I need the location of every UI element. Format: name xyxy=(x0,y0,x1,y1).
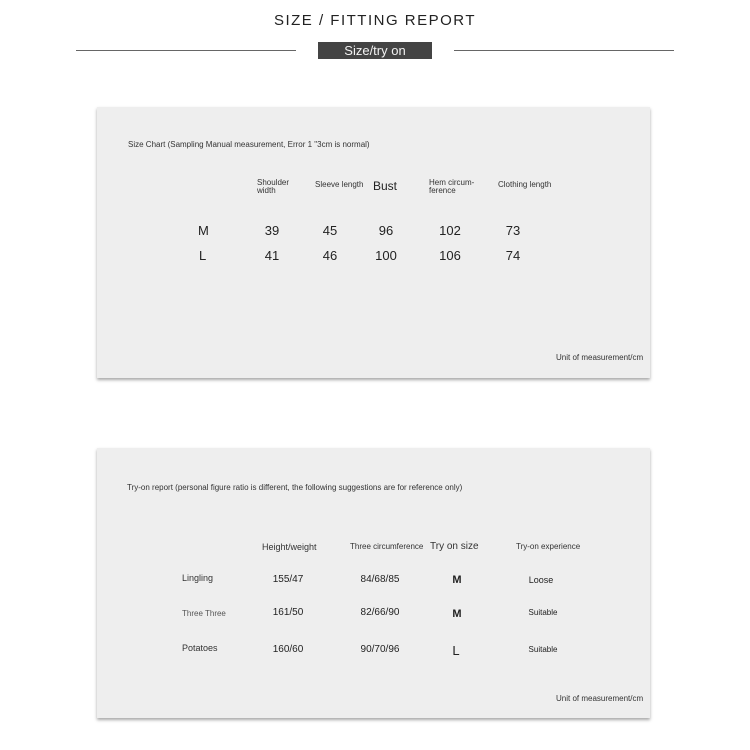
section-subtitle: Size/try on xyxy=(318,42,432,59)
col-header-height-weight: Height/weight xyxy=(262,542,317,552)
col-header-clothing-length: Clothing length xyxy=(498,180,552,189)
try-on-experience-value: Suitable xyxy=(528,608,558,617)
col-header-bust: Bust xyxy=(373,179,398,193)
col-header-try-on-size: Try on size xyxy=(430,541,479,552)
unit-note: Unit of measurement/cm xyxy=(556,694,644,703)
length-value: 74 xyxy=(505,248,521,263)
size-label: M xyxy=(198,223,209,238)
try-on-size-value: L xyxy=(452,643,460,658)
try-on-note: Try-on report (personal figure ratio is different, the following suggestions are for reference only) xyxy=(127,483,463,492)
col-header-try-on-experience: Try-on experience xyxy=(516,542,581,551)
divider-left xyxy=(76,50,296,51)
bust-value: 96 xyxy=(378,223,394,238)
sleeve-value: 46 xyxy=(322,248,338,263)
try-on-experience-value: Suitable xyxy=(528,645,558,654)
sleeve-value: 45 xyxy=(322,223,338,238)
size-chart-panel xyxy=(97,107,650,378)
three-circumference-value: 90/70/96 xyxy=(360,644,400,655)
try-on-panel xyxy=(97,448,650,718)
tester-name: Three Three xyxy=(182,609,226,618)
length-value: 73 xyxy=(505,223,521,238)
divider-right xyxy=(454,50,674,51)
col-header-three-circumference: Three circumference xyxy=(350,542,424,551)
unit-note: Unit of measurement/cm xyxy=(556,353,644,362)
try-on-size-value: M xyxy=(452,608,462,620)
try-on-size-value: M xyxy=(452,574,462,586)
height-weight-value: 161/50 xyxy=(272,607,304,618)
page-title: SIZE / FITTING REPORT xyxy=(273,12,477,29)
shoulder-value: 39 xyxy=(264,223,280,238)
col-header-hem: Hem circum- ference xyxy=(429,178,475,195)
bust-value: 100 xyxy=(375,248,397,263)
hem-value: 102 xyxy=(439,223,461,238)
shoulder-value: 41 xyxy=(264,248,280,263)
height-weight-value: 160/60 xyxy=(272,644,304,655)
size-chart-note: Size Chart (Sampling Manual measurement, Error 1 "3cm is normal) xyxy=(128,140,370,149)
size-label: L xyxy=(199,248,207,263)
three-circumference-value: 84/68/85 xyxy=(360,574,400,585)
three-circumference-value: 82/66/90 xyxy=(360,607,400,618)
col-header-shoulder: Shoulder width xyxy=(257,178,290,195)
col-header-sleeve: Sleeve length xyxy=(315,180,364,189)
tester-name: Lingling xyxy=(182,573,214,583)
tester-name: Potatoes xyxy=(182,643,218,653)
try-on-experience-value: Loose xyxy=(528,575,554,585)
height-weight-value: 155/47 xyxy=(272,574,304,585)
hem-value: 106 xyxy=(439,248,461,263)
